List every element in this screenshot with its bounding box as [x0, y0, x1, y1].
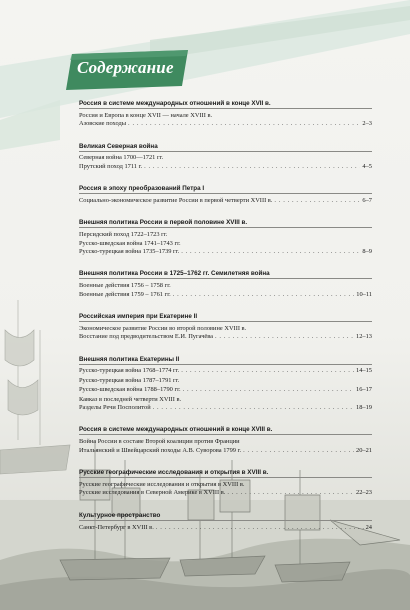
dot-leader [181, 367, 354, 375]
section-divider [79, 227, 372, 228]
entry-title: Русско-шведская война 1741–1743 гг. [79, 239, 181, 247]
toc-entry[interactable] [79, 404, 372, 412]
toc-entry[interactable] [79, 325, 372, 333]
entry-title: Северная война 1700—1721 гг. [79, 154, 164, 162]
entry-title: Россия и Европа в конце XVII — начале XVIII в. [79, 111, 213, 119]
dot-leader [173, 291, 355, 299]
entry-title: Итальянский и Швейцарский походы А.В. Суворова 1799 г. [79, 446, 242, 454]
toc-entry[interactable] [79, 291, 372, 299]
page-number: 18–19 [356, 404, 372, 412]
page-number: 12–13 [356, 333, 372, 341]
entry-title: Русские исследования в Северной Америке в XVIII в. [79, 489, 226, 497]
toc-entry[interactable] [79, 524, 372, 532]
entry-title: Восстание под предводительством Е.И. Пугачёва [79, 333, 214, 341]
toc-section [79, 468, 372, 498]
entry-title: Прутский поход 1711 г. [79, 162, 143, 170]
toc-section [79, 355, 372, 413]
toc-entry[interactable] [79, 154, 372, 162]
dot-leader [144, 163, 360, 171]
entry-title: Русско-шведская война 1788–1790 гг. [79, 385, 181, 393]
toc-entry[interactable] [79, 333, 372, 341]
toc-entry[interactable] [79, 112, 372, 120]
table-of-contents [79, 99, 372, 545]
toc-entry[interactable] [79, 120, 372, 128]
section-title[interactable]: Внешняя политика России в 1725–1762 гг. Семилетняя война [79, 270, 270, 278]
toc-section [79, 269, 372, 299]
dot-leader [243, 447, 354, 455]
toc-entry[interactable] [79, 438, 372, 446]
section-title[interactable]: Внешняя политика Екатерины II [79, 355, 180, 363]
section-title[interactable]: Россия в системе международных отношений в конце XVIII в. [79, 426, 273, 434]
entry-title: Санкт-Петербург в XVIII в. [79, 523, 154, 531]
section-divider [79, 321, 372, 322]
section-title[interactable]: Внешняя политика России в первой половине XVIII в. [79, 219, 248, 227]
toc-section [79, 142, 372, 172]
dot-leader [156, 524, 364, 532]
entry-title: Русско-турецкая война 1787–1791 гг. [79, 377, 180, 385]
section-divider [79, 477, 372, 478]
section-title[interactable]: Культурное пространство [79, 511, 161, 519]
entry-title: Социально-экономическое развитие России в первой четверти XVIII в. [79, 197, 273, 205]
toc-entry[interactable] [79, 231, 372, 239]
toc-section [79, 99, 372, 129]
dot-leader [274, 197, 360, 205]
toc-entry[interactable] [79, 240, 372, 248]
dot-leader [128, 120, 360, 128]
dot-leader [181, 248, 360, 256]
page-number: 4–5 [362, 162, 372, 170]
page-number: 24 [365, 523, 372, 531]
toc-section [79, 312, 372, 342]
section-title[interactable]: Россия в эпоху преобразований Петра I [79, 185, 205, 193]
page-number: 20–21 [356, 446, 372, 454]
dot-leader [153, 404, 354, 412]
page-number: 6–7 [362, 197, 372, 205]
entry-title: Военные действия 1756 – 1758 гг. [79, 282, 171, 290]
entry-title: Русские географические исследования и открытия в XVIII в. [79, 480, 245, 488]
toc-entry[interactable] [79, 489, 372, 497]
page-number: 8–9 [362, 248, 372, 256]
toc-section [79, 218, 372, 256]
section-divider [79, 108, 372, 109]
page-number: 16–17 [356, 385, 372, 393]
page-number: 10–11 [356, 290, 372, 298]
page-number: 22–23 [356, 489, 372, 497]
page-number: 14–15 [356, 367, 372, 375]
section-title[interactable]: Великая Северная война [79, 142, 158, 150]
toc-entry[interactable] [79, 367, 372, 375]
toc-entry[interactable] [79, 248, 372, 256]
toc-section [79, 511, 372, 532]
dot-leader [215, 333, 354, 341]
page-number: 2–3 [362, 120, 372, 128]
section-divider [79, 151, 372, 152]
toc-entry[interactable] [79, 282, 372, 290]
entry-title: Русско-турецкая война 1768–1774 гг. [79, 367, 180, 375]
section-title[interactable]: Россия в системе международных отношений в конце XVII в. [79, 100, 271, 107]
dot-leader [227, 489, 354, 497]
entry-title: Азовские походы [79, 120, 127, 128]
section-divider [79, 193, 372, 194]
toc-entry[interactable] [79, 481, 372, 489]
toc-entry[interactable] [79, 447, 372, 455]
entry-title: Экономическое развитие России во второй половине XVIII в. [79, 324, 247, 332]
entry-title: Русско-турецкая война 1735–1739 гг. [79, 248, 180, 256]
section-divider [79, 520, 372, 521]
toc-entry[interactable] [79, 396, 372, 404]
page-title: Содержание [77, 58, 174, 77]
toc-entry[interactable] [79, 163, 372, 171]
toc-entry[interactable] [79, 197, 372, 205]
entry-title: Война России в составе Второй коалиции против Франции [79, 438, 240, 446]
entry-title: Персидский поход 1722–1723 гг. [79, 231, 168, 239]
toc-entry[interactable] [79, 386, 372, 394]
section-title[interactable]: Российская империя при Екатерине II [79, 313, 198, 321]
toc-section [79, 184, 372, 205]
section-divider [79, 278, 372, 279]
toc-section [79, 425, 372, 455]
toc-entry[interactable] [79, 377, 372, 385]
entry-title: Разделы Речи Посполитой [79, 404, 151, 412]
section-title[interactable]: Русские географические исследования и открытия в XVIII в. [79, 469, 269, 477]
entry-title: Военные действия 1759 – 1761 гг. [79, 290, 171, 298]
section-divider [79, 364, 372, 365]
entry-title: Кавказ в последней четверти XVIII в. [79, 395, 182, 403]
dot-leader [183, 386, 354, 394]
section-divider [79, 434, 372, 435]
